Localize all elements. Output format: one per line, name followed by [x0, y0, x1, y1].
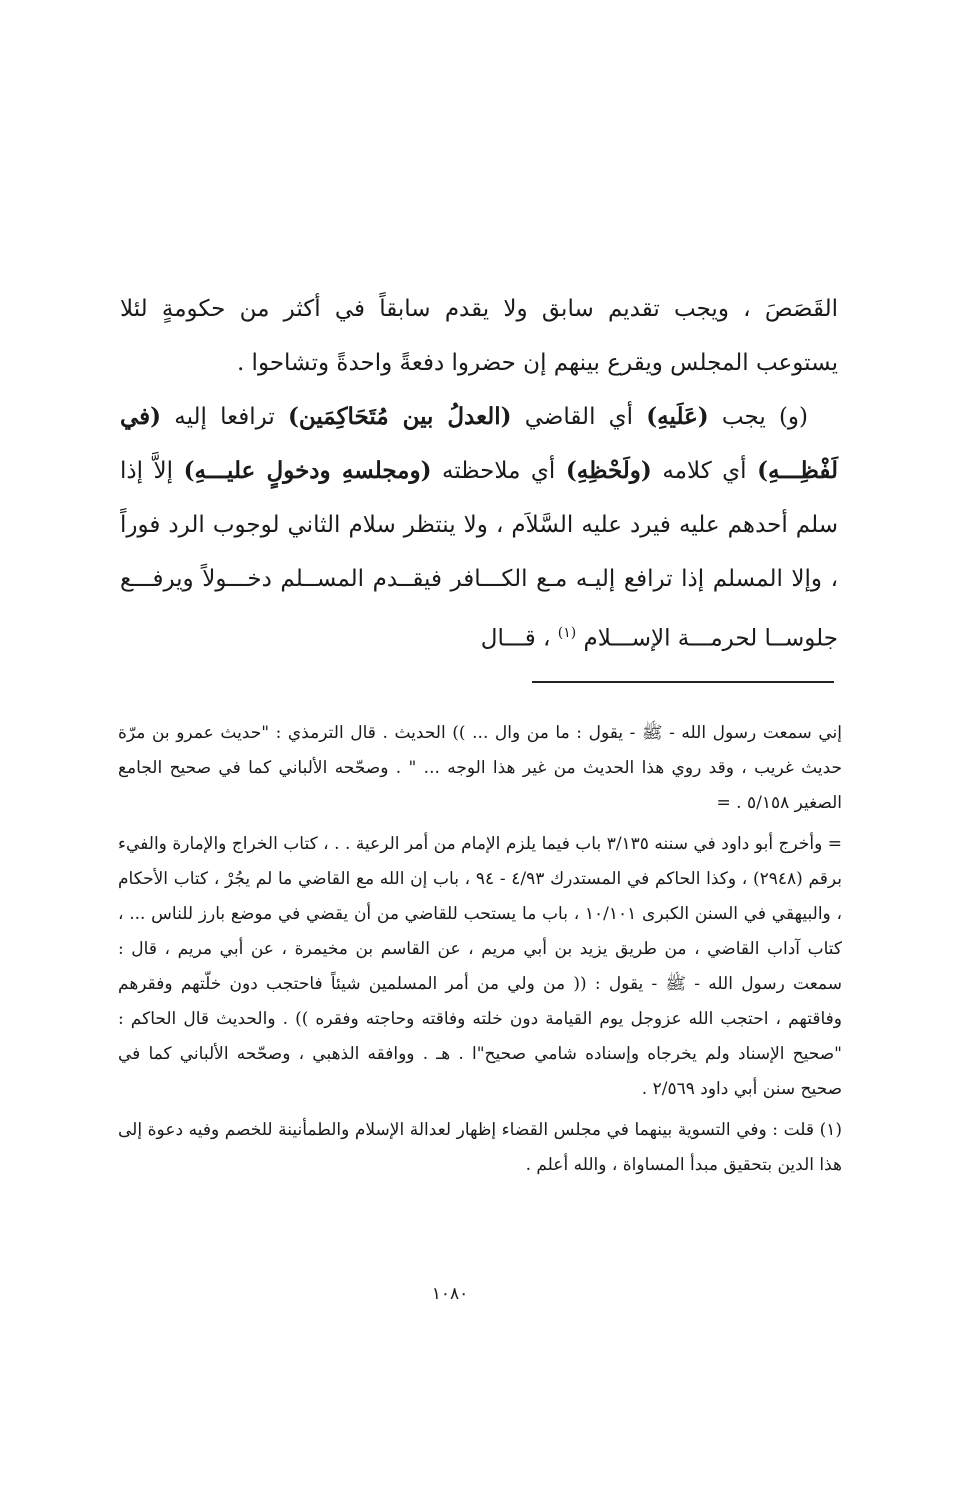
footnotes-section: [118, 716, 842, 1183]
text-run: أي القاضي: [511, 404, 647, 430]
footnote-1: (١) قلت : وفي التسوية بينهما في مجلس القضاء إظهار لعدالة الإسلام والطمأنينة للخصم وفيه دعوة إلى هذا الدين بتحقيق مبدأ المساواة ، والله أعلم .: [118, 1120, 842, 1175]
page-number: ١٠٨٠: [431, 1284, 469, 1304]
text-run: أي كلامه: [651, 458, 758, 484]
footnote-continuation-1: إني سمعت رسول الله - ﷺ - يقول : ما من وال ... )) الحديث . قال الترمذي : "حديث عمرو بن مرّة حديث غريب ، وقد روي هذا الحديث من غير هذا الوجه ... " . وصحّحه الألباني كما في صحيح الجامع الصغير ٥/١٥٨ . =: [118, 723, 842, 813]
footnote-continuation-2: = وأخرج أبو داود في سننه ٣/١٣٥ باب فيما يلزم الإمام من أمر الرعية . . ، كتاب الخراج والإمارة والفيء برقم (٢٩٤٨) ، وكذا الحاكم في المستدرك ٤/٩٣ - ٩٤ ، باب إن الله مع القاضي ما لم يجُرْ ، كتاب الأحكام ، والبيهقي في السنن الكبرى ١٠/١٠١ ، باب ما يستحب للقاضي من أن يقضي في موضع بارز للناس ... ، كتاب آداب القاضي ، من طريق يزيد بن أبي مريم ، عن القاسم بن مخيمرة ، عن أبي مريم ، قال : سمعت رسول الله - ﷺ - يقول : (( من ولي من أمر المسلمين شيئاً فاحتجب دون خلّتهم وفقرهم وفاقتهم ، احتجب الله عزوجل يوم القيامة دون خلته وفاقته وحاجته وفقره )) . والحديث قال الحاكم : "صحيح الإسناد ولم يخرجاه وإسناده شامي صحيح"ا . هـ . ووافقه الذهبي ، وصحّحه الألباني كما في صحيح سنن أبي داود ٢/٥٦٩ .: [118, 834, 843, 1099]
main-paragraph-1: [120, 282, 838, 390]
main-paragraph-2: [120, 390, 838, 666]
text-run: (و) يجب: [708, 404, 808, 430]
main-text-body: [120, 282, 838, 666]
bold-term: (العدلُ بين مُتَحَاكِمَين): [287, 403, 512, 430]
bold-term: (ومجلسهِ ودخولٍ عليـــهِ): [183, 457, 432, 484]
main-line-1: القَصَصَ ، ويجب تقديم سابق ولا يقدم سابقاً في أكثر من حكومةٍ لئلا يستوعب المجلس: [120, 296, 838, 376]
bold-term: (عَلَيهِ): [646, 403, 709, 430]
footnote-reference[interactable]: (١): [557, 625, 577, 641]
bold-term: (ولَحْظِهِ): [565, 457, 652, 484]
bold-term: (في لَفْظِـــهِ): [120, 403, 839, 484]
text-run: إلاَّ إذا سلم أحدهم عليه فيرد عليه السَّلاَم ، ولا ينتظر سلام الثاني لوجوب الرد فوراً ، وإلا المسلم إذا ترافع إليـه مـع الكـــافر فيقــدم المســلم دخـــولاً ويرفـــع جلوســا لحرمـــة الإســـلام: [120, 458, 838, 652]
text-run: أي ملاحظته: [431, 458, 566, 484]
text-run: ترافعا إليه: [161, 404, 288, 430]
main-line-2: ويقرع بينهم إن حضروا دفعةً واحدةً وتشاحوا .: [236, 350, 663, 376]
text-run: ، قـــال: [480, 625, 558, 652]
footnote-separator: [532, 681, 834, 683]
